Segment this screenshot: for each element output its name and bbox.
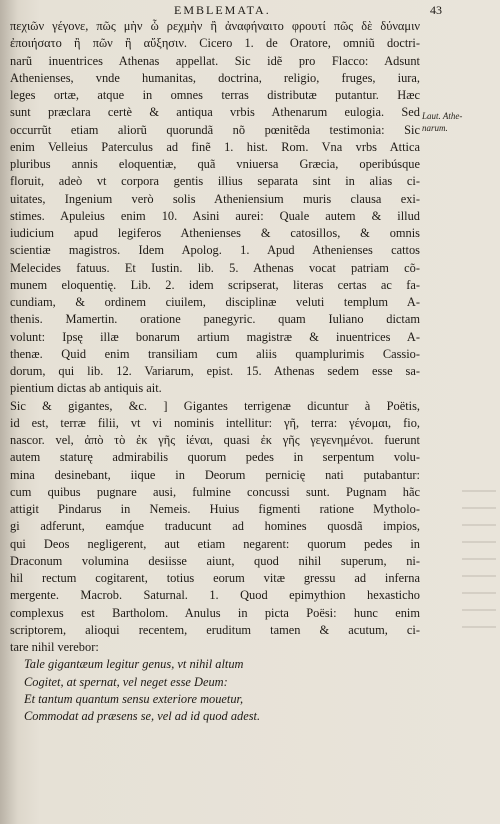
text-line: thenæ. Quid enim transiliam cum aliis quamplurimis Cassio-: [10, 346, 420, 361]
text-line: floruit, adeò vt corpora gentis illius separata sint in alias ci-: [10, 174, 420, 189]
verse-line: Cogitet, at spernat, vel neget esse Deum:: [24, 674, 228, 689]
text-line: Melecides fatuus. Et Iustin. lib. 5. Athenas vocat patriam cõ-: [10, 260, 420, 275]
text-line: Athenienses, vnde humanitas, doctrina, religio, fruges, iura,: [10, 70, 420, 85]
text-line: uitates, Ingenium verò solis Atheniensium muris clausa exi-: [10, 191, 420, 206]
text-line: Sic & gigantes, &c. ] Gigantes terrigenæ dicuntur à Poëtis,: [10, 398, 420, 413]
margin-note-line: Laut. Athe-: [422, 111, 463, 121]
text-line: tare nihil verebor:: [10, 640, 99, 654]
text-line: autem staturę admirabilis quorum pedes in serpentum volu-: [10, 450, 420, 465]
text-line: Draconum volumina desiisse aiunt, quod nihil superum, ni-: [10, 553, 420, 568]
text-line: ἐποιήσατο ἢ πῶν ἢ αὔξησιν. Cicero 1. de Oratore, omniũ doctri-: [10, 36, 420, 51]
margin-note: [422, 110, 492, 134]
text-line: attigit Pindarus in Nemeis. Huius figmenti ratione Mytholo-: [10, 502, 420, 516]
page-header: [14, 3, 442, 19]
text-line: nascor. vel, ἀπὸ τὸ ἐκ γῆς ἰέναι, quasi ἐκ γῆς γεγενημένοι. fuerunt: [10, 433, 420, 447]
text-line: complexus est Bartholom. Anulus in picta Poësi: hunc enim: [10, 605, 420, 620]
verse-line: Et tantum quantum sensu exteriore mouetur,: [24, 691, 244, 706]
text-line: cum quibus pugnare ausi, fulmine concussi sunt. Pugnam hãc: [10, 484, 420, 499]
text-line: mina desinebant, iique in Deorum pernicię nati putabantur:: [10, 467, 420, 482]
running-title: EMBLEMATA.: [174, 3, 271, 17]
text-line: qui Deos negligerent, aut etiam negarent: quorum pedes in: [10, 536, 420, 551]
text-line: πεχιῶν γέγονε, πῶς μὴν ὧ ρεχμὴν ἢ ἀναφήναιτο φρουτί πῶς δὲ δύναμιν: [10, 19, 420, 33]
show-through-text: [462, 490, 496, 640]
text-line: volunt: Ipsę illæ bonarum artium magistræ & inuentrices A-: [10, 329, 420, 344]
text-line: gi adferunt, eamq́ue traducunt ad homines quosdã impios,: [10, 519, 420, 534]
text-line: dorum, qui lib. 12. Variarum, epist. 15. Athenas sedem esse sa-: [10, 364, 420, 378]
text-line: id est, terræ filii, vt vi nominis intellitur: γῆ, terra: γένομαι, fio,: [10, 415, 420, 430]
verse-line: Tale gigantæum legitur genus, vt nihil altum: [24, 657, 244, 672]
text-line: pluribus annis eloquentiæ, quã vniuersa Græcia, operibúsque: [10, 157, 420, 171]
page-number: 43: [430, 3, 442, 17]
text-line: scriptorem, alioqui recentem, eruditum tamen & acutum, ci-: [10, 622, 420, 637]
body-text: [10, 18, 420, 725]
text-line: narũ inuentrices Athenas appellat. Sic idẽ pro Flacco: Adsunt: [10, 53, 420, 68]
text-line: munem eloquentię. Lib. 2. idem scripserat, literas certas ac fa-: [10, 277, 420, 292]
text-line: cundiam, & ordinem ciuilem, disciplinæ veluti templum A-: [10, 295, 420, 309]
text-line: stimes. Apuleius enim 10. Asini aurei: Quale autem & illud: [10, 208, 420, 223]
text-line: leges ortæ, atque in omnes terras distributæ putantur. Hæc: [10, 88, 420, 102]
text-line: iudicium apud legiferos Athenienses & catosillos, & omnis: [10, 226, 420, 240]
text-line: occurrũt etiam aliorũ quorundã nõ pœnitẽda testimonia: Sic: [10, 122, 420, 137]
verse-line: Commodat ad præsens se, vel ad id quod adest.: [24, 709, 261, 723]
verse-quotation: [10, 656, 420, 725]
text-line: scientiæ magistros. Idem Apolog. 1. Apud Athenienses cattos: [10, 243, 420, 258]
text-line: enim Velleius Paterculus ad finẽ 1. hist. Rom. Vna vrbs Attica: [10, 139, 420, 154]
margin-note-line: narum.: [422, 123, 448, 133]
text-line: sunt præclara certè & antiqua vrbis Athenarum eulogia. Sed: [10, 105, 420, 120]
text-line: pientium dictas ab antiquis ait.: [10, 381, 162, 396]
text-line: mergente. Macrob. Saturnal. 1. Quod epimythion hexasticho: [10, 588, 420, 603]
text-line: hil rectum cogitarent, totius eorum vitæ gressu ad inferna: [10, 571, 420, 585]
text-line: thenis. Mamertin. oratione panegyric. quam Iuliano dictam: [10, 312, 420, 327]
